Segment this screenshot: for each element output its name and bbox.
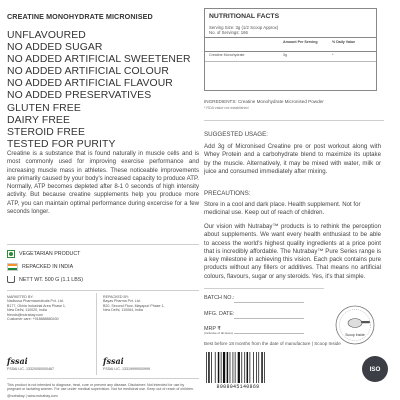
vegetarian-icon bbox=[7, 250, 15, 258]
iso-badge-icon bbox=[362, 356, 388, 382]
vision-statement: Our vision with Nutrabay™ products is to rethink the perception about supplements. We want every health enthusiast to be able to access the world's highest quality ingredients at a price point that is incredibly affordable. The Nutrabay™ Pure Series range is a key milestone in achieving this vision. Each pack contains pure products without any fillers or additives. That means no artificial colours, flavours, sugar or any steroids. Yes, it's that simple. bbox=[204, 223, 381, 280]
fssai-license: FSSAI LIC. 13319999000999 bbox=[103, 367, 150, 371]
mrp-note: (Inclusive of all taxes) bbox=[204, 331, 233, 335]
scoop-label: Scoop Inside bbox=[345, 333, 365, 337]
mrp-label: MRP ₹ bbox=[204, 326, 221, 332]
feature-label: VEGETARIAN PRODUCT bbox=[19, 251, 81, 257]
feature-label: NETT WT. 500 G (1.1 LBS) bbox=[19, 276, 84, 283]
fssai-license: FSSAI LIC. 13320050000467 bbox=[7, 367, 54, 371]
barcode-bar bbox=[211, 352, 212, 383]
barcode-bar bbox=[247, 352, 249, 383]
claim-item: NO ADDED PRESERVATIVES bbox=[7, 90, 152, 102]
barcode-bar bbox=[206, 352, 207, 383]
claim-item: DAIRY FREE bbox=[7, 114, 70, 126]
divider bbox=[7, 290, 199, 291]
divider bbox=[204, 288, 324, 289]
barcode-digits: 8908045140869 bbox=[216, 384, 260, 390]
feature-repacked bbox=[7, 263, 73, 271]
nutrition-facts-panel bbox=[204, 8, 377, 91]
claim-item: STEROID FREE bbox=[7, 126, 85, 138]
ingredients: INGREDIENTS: Creatine Monohydrate Micronised Powder bbox=[204, 99, 324, 104]
claim-item: NO ADDED ARTIFICIAL SWEETENER bbox=[7, 54, 191, 66]
fssai-logo: fssai bbox=[103, 356, 124, 366]
product-title: CREATINE MONOHYDRATE MICRONISED bbox=[7, 12, 153, 21]
claim-item: NO ADDED ARTIFICIAL FLAVOUR bbox=[7, 78, 173, 90]
nutrient-dv: * bbox=[332, 53, 334, 57]
barcode-bar bbox=[233, 352, 234, 383]
precautions-text: Store in a cool and dark place. Health supplement. Not for medicinal use. Keep out of reach of children. bbox=[204, 201, 361, 217]
mrp-line bbox=[234, 333, 304, 334]
feature-net-weight bbox=[7, 276, 83, 283]
best-before: Best before 18 months from the date of manufacture | Scoop Inside bbox=[204, 341, 341, 346]
fssai-repacker bbox=[103, 356, 124, 366]
product-description: Creatine is a substance that is found naturally in muscle cells and is most commonly used for improving exercise performance and increasing muscle mass in athletes. These noticeable improvements are primarily caused by your body's increased capacity to produce ATP. Normally, ATP becomes depleted after 8-1 0 seconds of high intensity activity. But because creatine supplements help you produce more ATP, you can maintain optimal performance during excercise for a few seconds longer. bbox=[7, 150, 199, 216]
nutrient-amount: 3g bbox=[283, 53, 287, 57]
address-line: Bayas Pharma Pvt. Ltd. bbox=[103, 299, 141, 304]
barcode-bar bbox=[208, 352, 210, 383]
barcode-bar bbox=[253, 352, 254, 383]
claim-item: TESTED FOR PURITY bbox=[7, 138, 116, 150]
scoop-inside-icon bbox=[335, 305, 375, 345]
batch-field bbox=[204, 295, 234, 301]
barcode-bar bbox=[235, 352, 236, 383]
nutrition-title: NUTRITIONAL FACTS bbox=[209, 13, 280, 20]
marketed-by-block bbox=[7, 295, 89, 321]
mfg-label: MFG. DATE: bbox=[204, 311, 235, 317]
batch-line bbox=[234, 302, 304, 303]
address-line: B20, Second Floor, Mayapuri Phase 1, bbox=[103, 303, 165, 308]
address-line: B177, Okhla Industrial Area Phase 1, bbox=[7, 303, 66, 308]
fssai-logo: fssai bbox=[7, 356, 28, 366]
repacked-by-heading: REPACKED BY: bbox=[103, 295, 130, 299]
barcode-bar bbox=[264, 352, 265, 383]
address-line: Nadivusa Pharmaceuticals Pvt. Ltd. bbox=[7, 299, 64, 304]
usage-heading: SUGGESTED USAGE: bbox=[204, 131, 268, 138]
social-handle: @nutrabay | www.nutrabay.com bbox=[7, 394, 58, 398]
barcode-bar bbox=[227, 352, 229, 383]
weight-icon bbox=[7, 276, 15, 283]
claim-item: GLUTEN FREE bbox=[7, 102, 81, 114]
barcode-bar bbox=[256, 352, 257, 383]
nutrient-name: Creatine Monohydrate bbox=[209, 53, 245, 57]
barcode-bar bbox=[250, 352, 251, 383]
usage-text: Add 3g of Micronised Creatine pre or post workout along with Whey Protein and a carbohydrate blend to maximize its uptake by the muscle. Alternatively, it may be mixed with water, milk or juice and consumed immediately after mixing. bbox=[204, 143, 381, 175]
email-line: friends@nutrabay.com bbox=[7, 312, 43, 317]
iso-label: ISO bbox=[369, 365, 381, 373]
customer-care-line: Customer care: +918888880430 bbox=[7, 317, 59, 322]
feature-vegetarian bbox=[7, 250, 80, 258]
repacked-by-block bbox=[103, 295, 193, 313]
disclaimer: This product is not intended to diagnose, treat, cure or prevent any disease. Disclaimer: Not intended for use by pregnant or lactating women. For use under medical supervision. Not for medicinal use. Keep out of reach of children. bbox=[7, 383, 194, 392]
feature-label: REPACKED IN INDIA bbox=[22, 264, 74, 270]
column-header: % Daily Value bbox=[332, 40, 356, 44]
precautions-heading: PRECAUTIONS: bbox=[204, 190, 251, 197]
mrp-field bbox=[204, 326, 233, 336]
address-line: New Delhi, 110064, India bbox=[103, 308, 143, 313]
barcode-bar bbox=[244, 352, 245, 383]
barcode-bar bbox=[218, 352, 220, 383]
barcode-bar bbox=[261, 352, 263, 383]
india-flag-icon bbox=[7, 263, 18, 271]
address-line: New Delhi, 110020, India bbox=[7, 308, 47, 313]
barcode-bar bbox=[241, 352, 242, 383]
claim-item: UNFLAVOURED bbox=[7, 30, 86, 41]
batch-label: BATCH NO.: bbox=[204, 295, 235, 301]
barcode-bar bbox=[230, 352, 231, 383]
divider bbox=[204, 120, 384, 121]
rda-note: * RDA value not established bbox=[204, 106, 249, 110]
barcode-bar bbox=[238, 352, 240, 383]
claim-item: NO ADDED SUGAR bbox=[7, 42, 103, 54]
claim-item: NO ADDED ARTIFICIAL COLOUR bbox=[7, 66, 169, 78]
barcode-bar bbox=[258, 352, 259, 383]
servings-count: No. of Servings: 166 bbox=[209, 30, 248, 36]
mfg-field bbox=[204, 311, 234, 317]
marketed-by-heading: MARKETED BY: bbox=[7, 295, 34, 299]
serving-info bbox=[209, 25, 278, 36]
column-divider bbox=[96, 293, 97, 375]
barcode-bar bbox=[223, 352, 225, 383]
mfg-line bbox=[234, 318, 304, 319]
barcode-bar bbox=[221, 352, 222, 383]
nutrition-table-header bbox=[205, 38, 376, 50]
divider bbox=[7, 378, 199, 379]
table-rule bbox=[205, 51, 376, 52]
claims-list bbox=[7, 30, 197, 151]
barcode-bar bbox=[215, 352, 216, 383]
table-rule bbox=[205, 61, 376, 62]
fssai-marketer bbox=[7, 356, 28, 366]
column-header: Amount Per Serving bbox=[283, 40, 318, 44]
divider bbox=[7, 244, 199, 245]
serving-size: Serving Size: 3g (1/2 Scoop Approx) bbox=[209, 25, 279, 30]
